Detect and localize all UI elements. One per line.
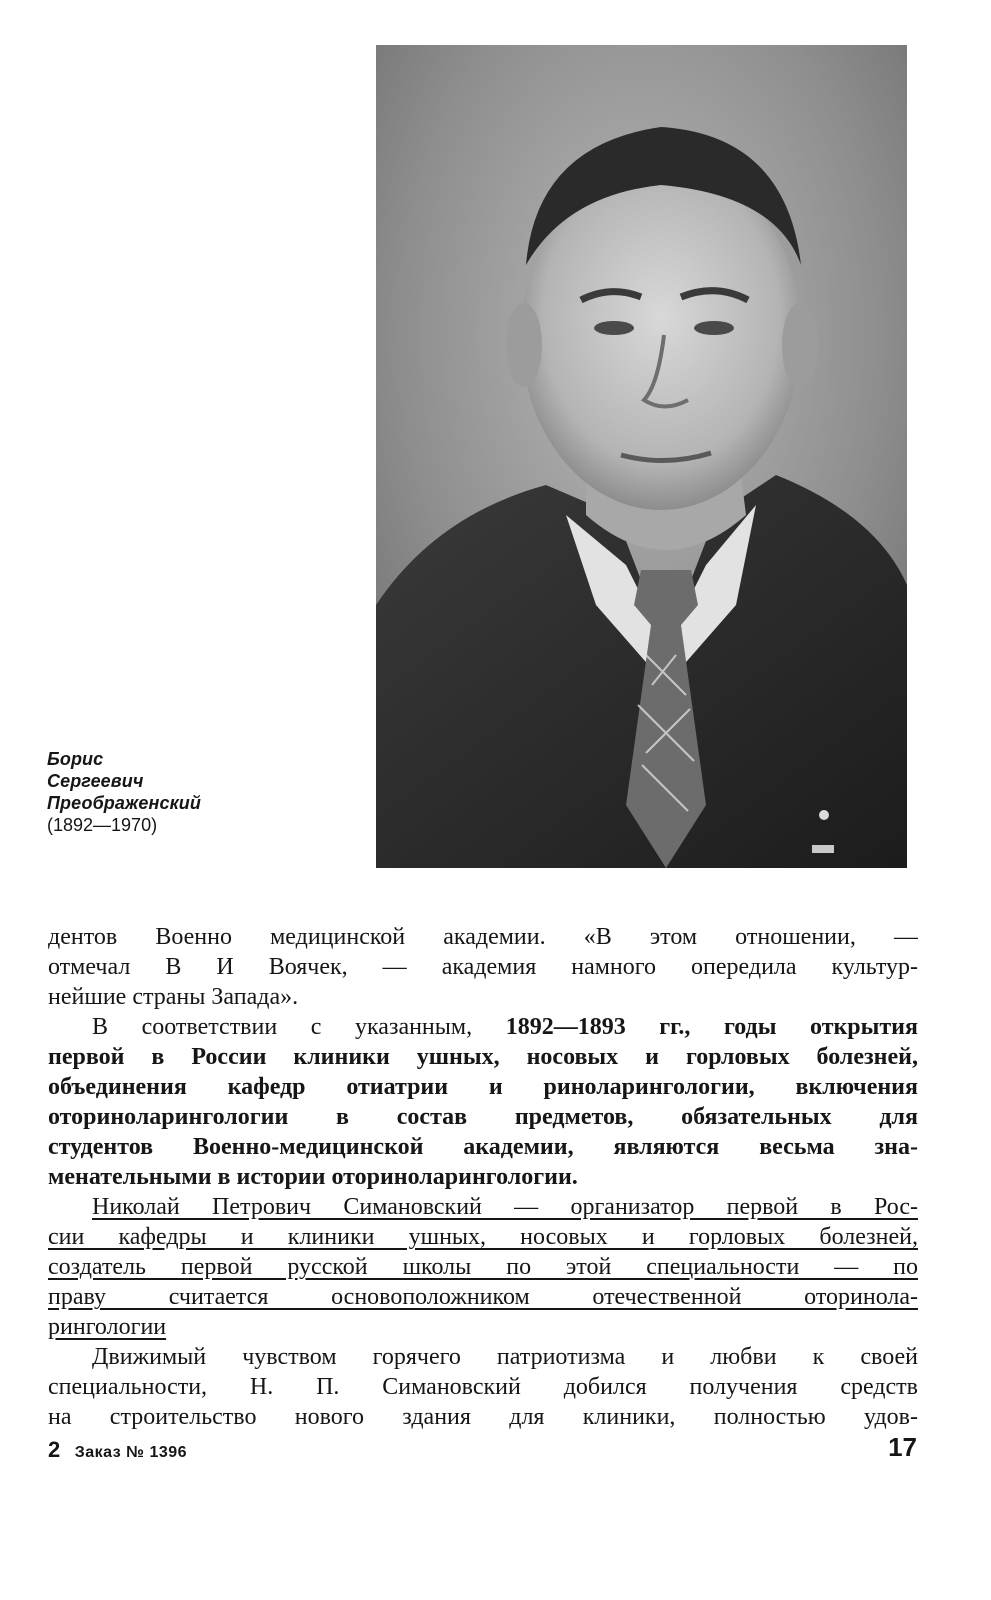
page-number: 17 xyxy=(888,1432,917,1462)
paragraph3-line2-text: сии кафедры и клиники ушных, носовых и горловых болезней, xyxy=(48,1224,918,1250)
paragraph2-line6: менательными в истории оториноларингологии. xyxy=(48,1164,578,1190)
paragraph3 xyxy=(48,1192,918,1342)
paragraph3-line3 xyxy=(48,1252,918,1282)
signature-number: 2 xyxy=(48,1437,61,1462)
paragraph2-line2: первой в России клиники ушных, носовых и горловых болезней, xyxy=(48,1044,918,1070)
paragraph3-line5-text: рингологии xyxy=(48,1314,167,1340)
portrait-image xyxy=(376,45,907,868)
caption-dates: (1892—1970) xyxy=(47,815,158,835)
paragraph2-line1-bold: 1892—1893 гг., годы открытия xyxy=(505,1014,918,1040)
body-text xyxy=(48,922,918,1432)
paragraph3-line4 xyxy=(48,1282,918,1312)
print-signature xyxy=(48,1437,187,1463)
caption-first-name: Борис xyxy=(47,749,104,769)
portrait-photo xyxy=(376,45,907,868)
paragraph2-line1-regular: В соответствии с указанным, xyxy=(92,1014,506,1040)
paragraph3-line1 xyxy=(48,1192,918,1222)
paragraph1-line1: дентов Военно медицинской академии. «В этом отношении, — xyxy=(48,924,918,950)
paragraph3-line3-text: создатель первой русской школы по этой специальности — по xyxy=(48,1254,918,1280)
paragraph2-line4: оториноларингологии в состав предметов, обязательных для xyxy=(48,1104,918,1130)
paragraph2-line3: объединения кафедр отиатрии и риноларингологии, включения xyxy=(48,1074,918,1100)
paragraph4-line1: Движимый чувством горячего патриотизма и любви к своей xyxy=(92,1344,918,1370)
order-number: Заказ № 1396 xyxy=(74,1444,188,1461)
paragraph3-line5 xyxy=(48,1312,918,1342)
paragraph2-line5: студентов Военно-медицинской академии, являются весьма зна- xyxy=(48,1134,918,1160)
paragraph3-line2 xyxy=(48,1222,918,1252)
caption-patronymic: Сергеевич xyxy=(47,771,144,791)
paragraph3-line4-text: праву считается основоположником отечественной оторинола- xyxy=(48,1284,918,1310)
paragraph3-line1-text: Николай Петрович Симановский — организатор первой в Рос- xyxy=(92,1194,918,1220)
paragraph2-line1 xyxy=(48,1012,918,1042)
paragraph4-line3: на строительство нового здания для клиники, полностью удов- xyxy=(48,1404,918,1430)
photo-caption xyxy=(47,748,267,836)
caption-surname: Преображенский xyxy=(47,793,201,813)
paragraph1-line2: отмечал В И Воячек, — академия намного опередила культур- xyxy=(48,954,918,980)
paragraph1-line3: нейшие страны Запада». xyxy=(48,984,299,1010)
paragraph4-line2: специальности, Н. П. Симановский добился получения средств xyxy=(48,1374,918,1400)
